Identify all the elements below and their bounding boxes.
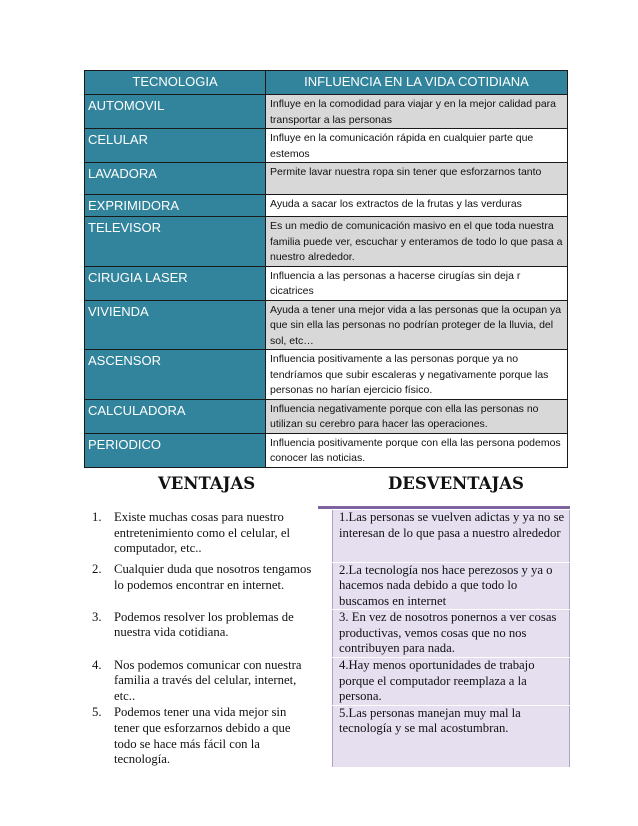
table-row xyxy=(85,217,568,267)
tech-cell: LAVADORA xyxy=(85,163,266,195)
desventaja-item: 2.La tecnología nos hace perezosos y ya o hacemos nada debido a que todo lo buscamos en internet xyxy=(333,562,570,610)
table-row xyxy=(85,399,568,433)
influence-cell: Influencia a las personas a hacerse cirugías sin deja r cicatrices xyxy=(266,266,568,300)
desventajas-heading: DESVENTAJAS xyxy=(388,474,524,493)
ventaja-item: 4. Nos podemos comunicar con nuestra familia a través del celular, internet, etc.. xyxy=(92,657,302,703)
tech-cell: ASCENSOR xyxy=(85,350,266,400)
table-header-row xyxy=(85,71,568,95)
ventaja-item: 2. Cualquier duda que nosotros tengamos lo podemos encontrar en internet. xyxy=(92,562,312,592)
influence-cell: Influencia positivamente a las personas porque ya no tendríamos que subir escaleras y negativamente porque las personas no harían ejercicio físico. xyxy=(266,350,568,400)
desventaja-item: 1.Las personas se vuelven adictas y ya no se interesan de lo que pasa a nuestro alrededor xyxy=(333,510,570,562)
header-tecnologia: TECNOLOGIA xyxy=(85,71,266,95)
tech-cell: EXPRIMIDORA xyxy=(85,195,266,217)
table-row xyxy=(85,95,568,129)
influence-cell: Es un medio de comunicación masivo en el que toda nuestra familia puede ver, escuchar y enteramos de todo lo que pasa a nuestro alrededor. xyxy=(266,217,568,267)
header-influencia: INFLUENCIA EN LA VIDA COTIDIANA xyxy=(266,71,568,95)
table-row xyxy=(85,163,568,195)
list-row xyxy=(92,510,570,562)
ventaja-item: 3. Podemos resolver los problemas de nuestra vida cotidiana. xyxy=(92,609,294,640)
pros-cons-table xyxy=(92,510,570,768)
table-row xyxy=(85,266,568,300)
influence-cell: Permite lavar nuestra ropa sin tener que esforzarnos tanto xyxy=(266,163,568,195)
influence-cell: Ayuda a sacar los extractos de la frutas y las verduras xyxy=(266,195,568,217)
ventaja-item: 5. Podemos tener una vida mejor sin tener que esforzarnos debido a que todo se hace más fácil con la tecnología. xyxy=(92,705,291,767)
desventaja-item: 4.Hay menos oportunidades de trabajo porque el computador reemplaza a la persona. xyxy=(333,658,570,706)
table-row xyxy=(85,300,568,350)
table-row xyxy=(85,129,568,163)
list-row xyxy=(92,562,570,610)
influence-cell: Influencia positivamente porque con ella las persona podemos conocer las noticias. xyxy=(266,433,568,467)
list-row xyxy=(92,610,570,658)
table-row xyxy=(85,195,568,217)
table-row xyxy=(85,350,568,400)
table-row xyxy=(85,433,568,467)
list-row xyxy=(92,658,570,706)
desventaja-item: 5.Las personas manejan muy mal la tecnología y se mal acostumbran. xyxy=(333,705,570,767)
desventaja-item: 3. En vez de nosotros ponernos a ver cosas productivas, vemos cosas que no nos contribuyen para nada. xyxy=(333,610,570,658)
tech-cell: CELULAR xyxy=(85,129,266,163)
ventajas-heading: VENTAJAS xyxy=(158,474,256,493)
tech-cell: CALCULADORA xyxy=(85,399,266,433)
technology-influence-table xyxy=(84,70,568,468)
influence-cell: Influencia negativamente porque con ella las personas no utilizan su cerebro para hacer las operaciones. xyxy=(266,399,568,433)
tech-cell: CIRUGIA LASER xyxy=(85,266,266,300)
influence-cell: Influye en la comunicación rápida en cualquier parte que estemos xyxy=(266,129,568,163)
list-row xyxy=(92,705,570,767)
tech-cell: AUTOMOVIL xyxy=(85,95,266,129)
influence-cell: Ayuda a tener una mejor vida a las personas que la ocupan ya que sin ella las personas no podrían proteger de la lluvia, del sol, etc… xyxy=(266,300,568,350)
tech-cell: VIVIENDA xyxy=(85,300,266,350)
influence-cell: Influye en la comodidad para viajar y en la mejor calidad para transportar a las personas xyxy=(266,95,568,129)
tech-cell: TELEVISOR xyxy=(85,217,266,267)
ventaja-item: 1. Existe muchas cosas para nuestro entretenimiento como el celular, el computador, etc.. xyxy=(92,510,290,556)
desventajas-top-border xyxy=(318,506,570,509)
tech-cell: PERIODICO xyxy=(85,433,266,467)
